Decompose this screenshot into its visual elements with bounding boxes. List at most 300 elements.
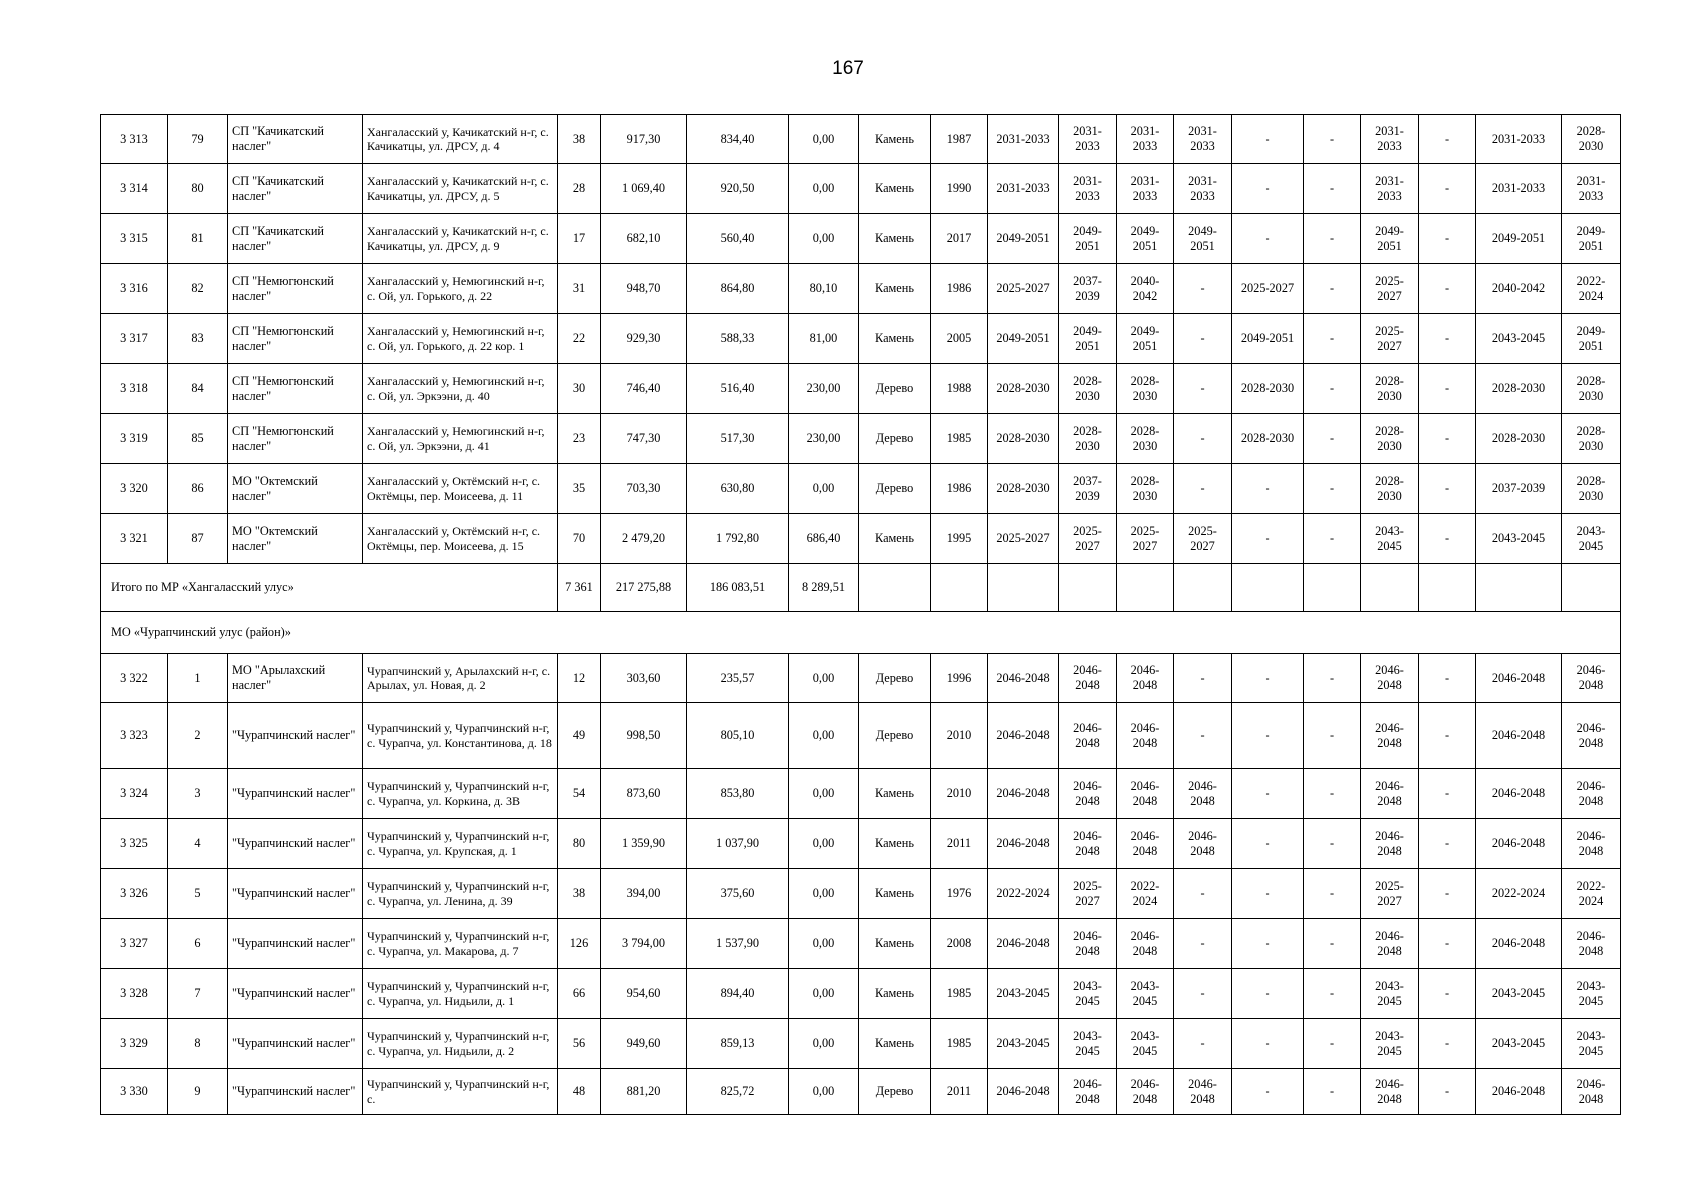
period-8: - — [1419, 314, 1476, 364]
build-year: 1985 — [931, 969, 988, 1019]
residents-count: 56 — [558, 1019, 601, 1069]
period-7: 2049-2051 — [1361, 214, 1419, 264]
period-1: 2025-2027 — [988, 514, 1059, 564]
period-5: 2025-2027 — [1232, 264, 1304, 314]
period-10: 2043-2045 — [1562, 514, 1621, 564]
nonliving-area: 0,00 — [789, 164, 859, 214]
wall-material: Камень — [859, 869, 931, 919]
period-8: - — [1419, 414, 1476, 464]
period-9: 2046-2048 — [1476, 703, 1562, 769]
period-10: 2046-2048 — [1562, 703, 1621, 769]
settlement-name: МО "Октемский наслег" — [228, 514, 363, 564]
nonliving-area: 230,00 — [789, 364, 859, 414]
period-4: - — [1174, 1019, 1232, 1069]
reg-number: 3 317 — [101, 314, 168, 364]
total-area: 1 359,90 — [601, 819, 687, 869]
build-year: 1990 — [931, 164, 988, 214]
period-3: 2046-2048 — [1117, 919, 1174, 969]
total-area: 917,30 — [601, 115, 687, 164]
table-row — [101, 769, 1621, 819]
period-3: 2028-2030 — [1117, 364, 1174, 414]
build-year: 1986 — [931, 464, 988, 514]
table-row — [101, 969, 1621, 1019]
residents-count: 48 — [558, 1069, 601, 1115]
period-3: 2046-2048 — [1117, 654, 1174, 703]
total-area: 881,20 — [601, 1069, 687, 1115]
nonliving-area: 0,00 — [789, 1069, 859, 1115]
period-5: - — [1232, 819, 1304, 869]
living-area: 375,60 — [687, 869, 789, 919]
period-8: - — [1419, 969, 1476, 1019]
address: Чурапчинский у, Чурапчинский н-г, с. Чурапча, ул. Нидьили, д. 2 — [363, 1019, 558, 1069]
nonliving-area: 0,00 — [789, 464, 859, 514]
period-10: 2043-2045 — [1562, 1019, 1621, 1069]
row-number: 7 — [168, 969, 228, 1019]
period-1: 2046-2048 — [988, 1069, 1059, 1115]
residents-count: 80 — [558, 819, 601, 869]
row-number: 81 — [168, 214, 228, 264]
period-8: - — [1419, 514, 1476, 564]
period-9: 2046-2048 — [1476, 769, 1562, 819]
build-year: 2011 — [931, 819, 988, 869]
period-3: 2046-2048 — [1117, 703, 1174, 769]
period-2: 2046-2048 — [1059, 819, 1117, 869]
period-1: 2031-2033 — [988, 115, 1059, 164]
address: Чурапчинский у, Чурапчинский н-г, с. Чурапча, ул. Константинова, д. 18 — [363, 703, 558, 769]
period-6: - — [1304, 1069, 1361, 1115]
row-number: 84 — [168, 364, 228, 414]
settlement-name: "Чурапчинский наслег" — [228, 1019, 363, 1069]
period-2: 2025-2027 — [1059, 514, 1117, 564]
period-4: 2046-2048 — [1174, 769, 1232, 819]
row-number: 2 — [168, 703, 228, 769]
period-2: 2031-2033 — [1059, 164, 1117, 214]
period-7: 2028-2030 — [1361, 464, 1419, 514]
row-number: 1 — [168, 654, 228, 703]
period-3: 2046-2048 — [1117, 1069, 1174, 1115]
build-year: 2010 — [931, 703, 988, 769]
settlement-name: СП "Качикатский наслег" — [228, 164, 363, 214]
row-number: 6 — [168, 919, 228, 969]
wall-material: Камень — [859, 1019, 931, 1069]
period-3: 2040-2042 — [1117, 264, 1174, 314]
period-6: - — [1304, 264, 1361, 314]
reg-number: 3 326 — [101, 869, 168, 919]
period-1: 2031-2033 — [988, 164, 1059, 214]
summary-nonliving-area: 8 289,51 — [789, 564, 859, 612]
residents-count: 38 — [558, 869, 601, 919]
residents-count: 17 — [558, 214, 601, 264]
period-3: 2049-2051 — [1117, 314, 1174, 364]
period-7: 2028-2030 — [1361, 414, 1419, 464]
build-year: 2011 — [931, 1069, 988, 1115]
settlement-name: "Чурапчинский наслег" — [228, 869, 363, 919]
table-row — [101, 414, 1621, 464]
period-7: 2025-2027 — [1361, 314, 1419, 364]
reg-number: 3 313 — [101, 115, 168, 164]
period-7: 2043-2045 — [1361, 969, 1419, 1019]
period-7: 2046-2048 — [1361, 1069, 1419, 1115]
period-6: - — [1304, 314, 1361, 364]
wall-material: Дерево — [859, 654, 931, 703]
settlement-name: СП "Качикатский наслег" — [228, 214, 363, 264]
wall-material: Дерево — [859, 414, 931, 464]
period-1: 2028-2030 — [988, 464, 1059, 514]
period-9: 2031-2033 — [1476, 164, 1562, 214]
settlement-name: СП "Качикатский наслег" — [228, 115, 363, 164]
table-row — [101, 1069, 1621, 1115]
period-10: 2049-2051 — [1562, 314, 1621, 364]
period-6: - — [1304, 869, 1361, 919]
nonliving-area: 0,00 — [789, 654, 859, 703]
total-area: 3 794,00 — [601, 919, 687, 969]
build-year: 2005 — [931, 314, 988, 364]
period-6: - — [1304, 164, 1361, 214]
row-number: 83 — [168, 314, 228, 364]
period-5: - — [1232, 115, 1304, 164]
reg-number: 3 324 — [101, 769, 168, 819]
total-area: 394,00 — [601, 869, 687, 919]
wall-material: Дерево — [859, 364, 931, 414]
nonliving-area: 0,00 — [789, 969, 859, 1019]
period-5: - — [1232, 919, 1304, 969]
period-1: 2028-2030 — [988, 414, 1059, 464]
period-3: 2022-2024 — [1117, 869, 1174, 919]
period-6: - — [1304, 464, 1361, 514]
period-5: - — [1232, 1019, 1304, 1069]
period-10: 2028-2030 — [1562, 464, 1621, 514]
period-5: - — [1232, 703, 1304, 769]
period-7: 2028-2030 — [1361, 364, 1419, 414]
build-year: 2010 — [931, 769, 988, 819]
address: Чурапчинский у, Чурапчинский н-г, с. Чурапча, ул. Крупская, д. 1 — [363, 819, 558, 869]
total-area: 998,50 — [601, 703, 687, 769]
period-10: 2028-2030 — [1562, 414, 1621, 464]
period-5: 2028-2030 — [1232, 364, 1304, 414]
address: Хангаласский у, Октёмский н-г, с. Октёмцы, пер. Моисеева, д. 15 — [363, 514, 558, 564]
row-number: 3 — [168, 769, 228, 819]
settlement-name: "Чурапчинский наслег" — [228, 919, 363, 969]
living-area: 1 037,90 — [687, 819, 789, 869]
period-4: - — [1174, 869, 1232, 919]
period-4: - — [1174, 654, 1232, 703]
row-number: 80 — [168, 164, 228, 214]
section-header: МО «Чурапчинский улус (район)» — [101, 612, 1621, 654]
period-8: - — [1419, 464, 1476, 514]
total-area: 682,10 — [601, 214, 687, 264]
settlement-name: МО "Арылахский наслег" — [228, 654, 363, 703]
build-year: 1988 — [931, 364, 988, 414]
address: Чурапчинский у, Чурапчинский н-г, с. — [363, 1069, 558, 1115]
period-5: - — [1232, 969, 1304, 1019]
build-year: 1995 — [931, 514, 988, 564]
period-9: 2028-2030 — [1476, 414, 1562, 464]
row-number: 9 — [168, 1069, 228, 1115]
build-year: 1996 — [931, 654, 988, 703]
summary-label: Итого по МР «Хангаласский улус» — [101, 564, 558, 612]
living-area: 560,40 — [687, 214, 789, 264]
living-area: 588,33 — [687, 314, 789, 364]
period-7: 2046-2048 — [1361, 769, 1419, 819]
reg-number: 3 316 — [101, 264, 168, 314]
period-10: 2046-2048 — [1562, 769, 1621, 819]
period-1: 2043-2045 — [988, 969, 1059, 1019]
period-5: - — [1232, 869, 1304, 919]
period-5: 2049-2051 — [1232, 314, 1304, 364]
period-9: 2046-2048 — [1476, 819, 1562, 869]
nonliving-area: 230,00 — [789, 414, 859, 464]
nonliving-area: 0,00 — [789, 214, 859, 264]
residents-count: 12 — [558, 654, 601, 703]
nonliving-area: 80,10 — [789, 264, 859, 314]
period-1: 2028-2030 — [988, 364, 1059, 414]
period-2: 2028-2030 — [1059, 414, 1117, 464]
period-6: - — [1304, 414, 1361, 464]
wall-material: Дерево — [859, 1069, 931, 1115]
period-10: 2046-2048 — [1562, 819, 1621, 869]
period-10: 2049-2051 — [1562, 214, 1621, 264]
reg-number: 3 322 — [101, 654, 168, 703]
address: Чурапчинский у, Чурапчинский н-г, с. Чурапча, ул. Ленина, д. 39 — [363, 869, 558, 919]
period-2: 2049-2051 — [1059, 214, 1117, 264]
living-area: 630,80 — [687, 464, 789, 514]
period-3: 2043-2045 — [1117, 969, 1174, 1019]
summary-residents: 7 361 — [558, 564, 601, 612]
row-number: 85 — [168, 414, 228, 464]
nonliving-area: 0,00 — [789, 919, 859, 969]
residents-count: 126 — [558, 919, 601, 969]
build-year: 1986 — [931, 264, 988, 314]
living-area: 864,80 — [687, 264, 789, 314]
period-2: 2043-2045 — [1059, 1019, 1117, 1069]
row-number: 4 — [168, 819, 228, 869]
table-row — [101, 869, 1621, 919]
reg-number: 3 318 — [101, 364, 168, 414]
total-area: 303,60 — [601, 654, 687, 703]
period-7: 2025-2027 — [1361, 264, 1419, 314]
period-2: 2031-2033 — [1059, 115, 1117, 164]
table-row — [101, 115, 1621, 164]
row-number: 87 — [168, 514, 228, 564]
period-2: 2037-2039 — [1059, 464, 1117, 514]
residents-count: 30 — [558, 364, 601, 414]
period-7: 2046-2048 — [1361, 919, 1419, 969]
period-3: 2043-2045 — [1117, 1019, 1174, 1069]
period-9: 2031-2033 — [1476, 115, 1562, 164]
wall-material: Дерево — [859, 464, 931, 514]
residents-count: 28 — [558, 164, 601, 214]
period-6: - — [1304, 1019, 1361, 1069]
period-8: - — [1419, 703, 1476, 769]
reg-number: 3 320 — [101, 464, 168, 514]
summary-row — [101, 564, 1621, 612]
period-2: 2046-2048 — [1059, 654, 1117, 703]
settlement-name: "Чурапчинский наслег" — [228, 769, 363, 819]
table-row — [101, 264, 1621, 314]
period-6: - — [1304, 514, 1361, 564]
reg-number: 3 330 — [101, 1069, 168, 1115]
settlement-name: "Чурапчинский наслег" — [228, 703, 363, 769]
row-number: 82 — [168, 264, 228, 314]
period-9: 2040-2042 — [1476, 264, 1562, 314]
period-2: 2025-2027 — [1059, 869, 1117, 919]
reg-number: 3 321 — [101, 514, 168, 564]
address: Чурапчинский у, Чурапчинский н-г, с. Чурапча, ул. Нидьили, д. 1 — [363, 969, 558, 1019]
living-area: 834,40 — [687, 115, 789, 164]
period-10: 2046-2048 — [1562, 654, 1621, 703]
period-5: - — [1232, 654, 1304, 703]
address: Чурапчинский у, Чурапчинский н-г, с. Чурапча, ул. Коркина, д. 3В — [363, 769, 558, 819]
period-1: 2046-2048 — [988, 769, 1059, 819]
build-year: 2017 — [931, 214, 988, 264]
period-10: 2022-2024 — [1562, 264, 1621, 314]
build-year: 2008 — [931, 919, 988, 969]
table-row — [101, 214, 1621, 264]
period-4: - — [1174, 703, 1232, 769]
living-area: 853,80 — [687, 769, 789, 819]
address: Хангаласский у, Качикатский н-г, с. Качикатцы, ул. ДРСУ, д. 4 — [363, 115, 558, 164]
living-area: 859,13 — [687, 1019, 789, 1069]
residents-count: 23 — [558, 414, 601, 464]
period-4: - — [1174, 969, 1232, 1019]
wall-material: Камень — [859, 214, 931, 264]
period-9: 2022-2024 — [1476, 869, 1562, 919]
period-8: - — [1419, 1019, 1476, 1069]
period-4: - — [1174, 464, 1232, 514]
period-8: - — [1419, 214, 1476, 264]
period-8: - — [1419, 654, 1476, 703]
build-year: 1985 — [931, 414, 988, 464]
reg-number: 3 327 — [101, 919, 168, 969]
period-4: 2031-2033 — [1174, 115, 1232, 164]
reg-number: 3 315 — [101, 214, 168, 264]
nonliving-area: 81,00 — [789, 314, 859, 364]
period-6: - — [1304, 115, 1361, 164]
nonliving-area: 0,00 — [789, 115, 859, 164]
living-area: 825,72 — [687, 1069, 789, 1115]
period-4: 2049-2051 — [1174, 214, 1232, 264]
period-10: 2031-2033 — [1562, 164, 1621, 214]
period-10: 2028-2030 — [1562, 115, 1621, 164]
row-number: 5 — [168, 869, 228, 919]
reg-number: 3 319 — [101, 414, 168, 464]
residents-count: 22 — [558, 314, 601, 364]
residents-count: 31 — [558, 264, 601, 314]
period-4: 2025-2027 — [1174, 514, 1232, 564]
period-9: 2043-2045 — [1476, 969, 1562, 1019]
period-5: - — [1232, 214, 1304, 264]
period-8: - — [1419, 364, 1476, 414]
residents-count: 35 — [558, 464, 601, 514]
living-area: 517,30 — [687, 414, 789, 464]
period-8: - — [1419, 115, 1476, 164]
period-4: - — [1174, 314, 1232, 364]
summary-total-area: 217 275,88 — [601, 564, 687, 612]
address: Чурапчинский у, Чурапчинский н-г, с. Чурапча, ул. Макарова, д. 7 — [363, 919, 558, 969]
period-3: 2046-2048 — [1117, 769, 1174, 819]
table-row — [101, 464, 1621, 514]
period-1: 2049-2051 — [988, 314, 1059, 364]
address: Хангаласский у, Немюгинский н-г, с. Ой, ул. Горького, д. 22 — [363, 264, 558, 314]
wall-material: Камень — [859, 164, 931, 214]
period-8: - — [1419, 819, 1476, 869]
period-7: 2046-2048 — [1361, 819, 1419, 869]
settlement-name: СП "Немюгюнский наслег" — [228, 314, 363, 364]
settlement-name: СП "Немюгюнский наслег" — [228, 414, 363, 464]
wall-material: Камень — [859, 969, 931, 1019]
total-area: 949,60 — [601, 1019, 687, 1069]
period-5: - — [1232, 164, 1304, 214]
period-2: 2046-2048 — [1059, 769, 1117, 819]
period-8: - — [1419, 869, 1476, 919]
period-10: 2028-2030 — [1562, 364, 1621, 414]
period-8: - — [1419, 1069, 1476, 1115]
period-1: 2046-2048 — [988, 819, 1059, 869]
total-area: 954,60 — [601, 969, 687, 1019]
period-9: 2046-2048 — [1476, 1069, 1562, 1115]
wall-material: Камень — [859, 264, 931, 314]
section-header-row — [101, 612, 1621, 654]
period-4: - — [1174, 919, 1232, 969]
table-row — [101, 1019, 1621, 1069]
period-5: - — [1232, 1069, 1304, 1115]
address: Хангаласский у, Немюгинский н-г, с. Ой, ул. Эркээни, д. 40 — [363, 364, 558, 414]
period-8: - — [1419, 264, 1476, 314]
address: Хангаласский у, Качикатский н-г, с. Качикатцы, ул. ДРСУ, д. 9 — [363, 214, 558, 264]
total-area: 747,30 — [601, 414, 687, 464]
build-year: 1987 — [931, 115, 988, 164]
period-10: 2046-2048 — [1562, 919, 1621, 969]
period-6: - — [1304, 919, 1361, 969]
period-3: 2046-2048 — [1117, 819, 1174, 869]
period-4: - — [1174, 414, 1232, 464]
total-area: 948,70 — [601, 264, 687, 314]
table-row — [101, 919, 1621, 969]
period-4: - — [1174, 364, 1232, 414]
period-6: - — [1304, 819, 1361, 869]
period-5: - — [1232, 464, 1304, 514]
period-3: 2031-2033 — [1117, 115, 1174, 164]
residents-count: 66 — [558, 969, 601, 1019]
period-4: 2046-2048 — [1174, 1069, 1232, 1115]
period-6: - — [1304, 364, 1361, 414]
reg-number: 3 329 — [101, 1019, 168, 1069]
living-area: 235,57 — [687, 654, 789, 703]
nonliving-area: 0,00 — [789, 819, 859, 869]
period-2: 2046-2048 — [1059, 919, 1117, 969]
period-8: - — [1419, 769, 1476, 819]
total-area: 1 069,40 — [601, 164, 687, 214]
period-2: 2049-2051 — [1059, 314, 1117, 364]
period-6: - — [1304, 654, 1361, 703]
settlement-name: "Чурапчинский наслег" — [228, 1069, 363, 1115]
period-4: 2031-2033 — [1174, 164, 1232, 214]
period-1: 2046-2048 — [988, 654, 1059, 703]
settlement-name: "Чурапчинский наслег" — [228, 819, 363, 869]
period-10: 2022-2024 — [1562, 869, 1621, 919]
table-row — [101, 364, 1621, 414]
period-9: 2028-2030 — [1476, 364, 1562, 414]
period-3: 2031-2033 — [1117, 164, 1174, 214]
total-area: 703,30 — [601, 464, 687, 514]
row-number: 79 — [168, 115, 228, 164]
period-9: 2046-2048 — [1476, 654, 1562, 703]
period-10: 2046-2048 — [1562, 1069, 1621, 1115]
wall-material: Дерево — [859, 703, 931, 769]
period-7: 2025-2027 — [1361, 869, 1419, 919]
page-number: 167 — [832, 58, 864, 79]
period-7: 2031-2033 — [1361, 115, 1419, 164]
